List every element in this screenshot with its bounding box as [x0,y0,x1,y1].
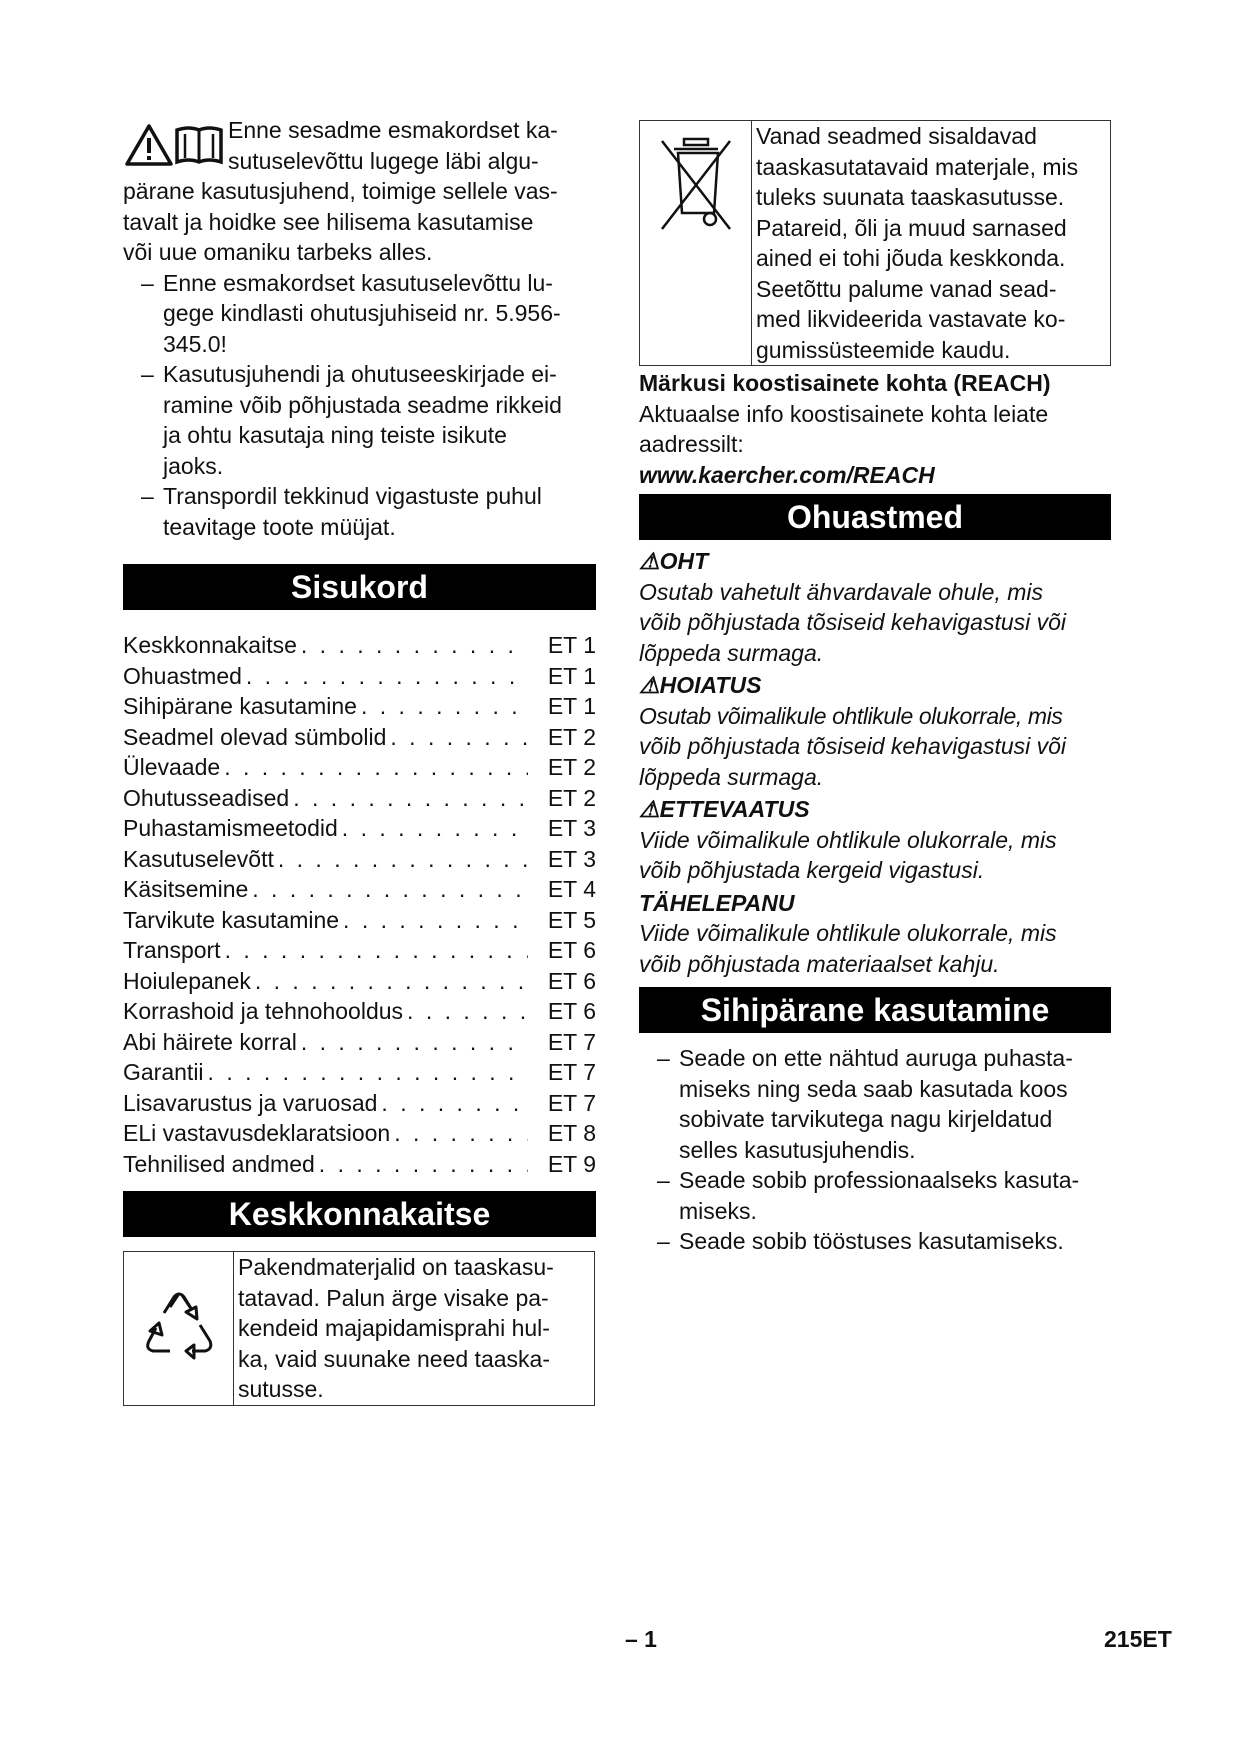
toc-entry-title: Seadmel olevad sümbolid [123,723,387,750]
item-line: Enne esmakordset kasutuselevõttu lu- [163,269,553,296]
reach-link[interactable]: www.kaercher.com/REACH [639,461,935,488]
disposal-text [752,121,1082,365]
crossed-bin-icon [656,135,736,235]
page-code: 215ET [1104,1626,1172,1652]
disposal-line: Vanad seadmed sisaldavad [756,123,1037,149]
right-column [639,120,1111,1257]
intended-use-item [639,1226,1111,1257]
toc-entry-page: ET 3 [547,815,596,841]
item-line: Seade on ette nähtud auruga puhasta- [679,1045,1073,1071]
toc-leader-dots [338,813,528,844]
toc-entry-title: Garantii [123,1059,204,1085]
toc-entry[interactable] [123,691,596,722]
bin-icon-cell [640,121,752,365]
toc-entry-title: Tehnilised andmed [123,1150,315,1177]
warning-triangle-icon: ⚠ [639,548,660,574]
item-line: teavitage toote müüjat. [163,513,396,540]
toc-entry[interactable] [123,752,596,783]
toc-entry-title: Korrashoid ja tehnohooldus [123,998,404,1024]
toc-entry[interactable] [123,1088,596,1119]
toc-leader-dots [289,783,528,814]
item-line: ja ohtu kasutaja ning teiste isikute [163,422,507,448]
hazard-text: Viide võimalikule ohtlikule olukorrale, mis [639,826,1057,853]
toc-entry-title: Transport [123,937,221,963]
intended-use-item [639,1165,1111,1226]
toc-leader-dots [315,1149,528,1180]
toc-entry[interactable] [123,1149,596,1180]
hazard-label: HOIATUS [659,672,762,698]
section-heading-toc: Sisukord [123,564,596,610]
toc-entry-page: ET 4 [547,876,596,902]
recycle-line: tatavad. Palun ärge visake pa- [238,1284,549,1311]
recycle-line: Pakendmaterjalid on taaskasu- [238,1254,554,1280]
hazard-level-notice [639,888,1111,980]
toc-entry[interactable] [123,935,596,966]
toc-entry[interactable] [123,661,596,692]
toc-entry[interactable] [123,783,596,814]
toc-entry-title: Käsitsemine [123,876,249,902]
toc-entry[interactable] [123,874,596,905]
toc-entry-title: Tarvikute kasutamine [123,906,340,933]
disposal-box [639,120,1111,366]
item-line: 345.0! [163,330,227,357]
toc-entry-page: ET 3 [547,845,596,872]
toc-leader-dots [386,722,528,753]
dash: – [141,269,154,296]
toc-entry-title: Ohutusseadised [123,784,290,811]
toc-entry-title: ELi vastavusdeklaratsioon [123,1120,391,1146]
toc-leader-dots [204,1057,528,1088]
disposal-line: med likvideerida vastavate ko- [756,306,1066,332]
dash: – [657,1167,670,1193]
toc-entry-title: Keskkonnakaitse [123,632,297,658]
hazard-text: Osutab vahetult ähvardavale ohule, mis [639,578,1044,605]
recycle-box [123,1251,595,1406]
toc-leader-dots [297,630,528,661]
toc-entry[interactable] [123,813,596,844]
page-number: – 1 [625,1626,657,1652]
hazard-text: Viide võimalikule ohtlikule olukorrale, mis [639,920,1057,946]
warning-triangle-icon: ⚠ [639,672,660,698]
toc-entry-page: ET 2 [547,784,596,811]
toc-entry-title: Lisavarustus ja varuosad [123,1089,378,1116]
disposal-line: Patareid, õli ja muud sarnased [756,214,1067,241]
toc-entry-page: ET 1 [547,693,596,719]
disposal-line: Seetõttu palume vanad sead- [756,275,1057,302]
item-line: Seade sobib tööstuses kasutamiseks. [679,1228,1064,1254]
item-line: jaoks. [163,452,224,479]
reach-title: Märkusi koostisainete kohta (REACH) [639,370,1051,396]
warning-triangle-icon: ⚠ [639,796,660,822]
item-line: miseks ning seda saab kasutada koos [679,1075,1068,1102]
toc-entry-title: Ohuastmed [123,662,242,689]
item-line: ramine võib põhjustada seadme rikkeid [163,391,562,418]
toc-leader-dots [251,966,528,997]
recycle-icon-cell [124,1252,234,1405]
item-line: Transpordil tekkinud vigastuste puhul [163,483,542,509]
recycle-text [234,1252,558,1405]
hazard-level-caution [639,794,1111,886]
toc-leader-dots [377,1088,528,1119]
dash: – [657,1228,670,1254]
item-line: miseks. [679,1197,757,1224]
toc-leader-dots [390,1118,528,1149]
hazard-text: võib põhjustada kergeid vigastusi. [639,857,985,883]
section-heading-environment: Keskkonnakaitse [123,1191,596,1237]
toc-entry-page: ET 6 [547,998,596,1024]
toc-entry-title: Sihipärane kasutamine [123,693,357,719]
warning-manual-icon [123,120,228,170]
hazard-text: võib põhjustada tõsiseid kehavigastusi või [639,609,1067,635]
hazard-label: OHT [659,548,709,574]
hazard-text: võib põhjustada materiaalset kahju. [639,950,1000,977]
toc-entry-page: ET 8 [547,1120,596,1146]
toc-entry[interactable] [123,1057,596,1088]
toc-entry[interactable] [123,722,596,753]
intro-list-item [123,359,596,481]
toc-entry-title: Abi häirete korral [123,1028,297,1055]
item-line: Seade sobib professionaalseks kasuta- [679,1167,1080,1193]
recycle-line: sutusse. [238,1376,324,1402]
toc-entry[interactable] [123,1027,596,1058]
hazard-level-warning [639,670,1111,792]
toc-leader-dots [221,935,528,966]
intro-list-item [123,268,596,360]
toc-entry-page: ET 9 [547,1150,596,1177]
toc-entry[interactable] [123,630,596,661]
dash: – [657,1045,670,1071]
intro-list-item [123,481,596,542]
toc-leader-dots [274,844,528,875]
disposal-line: gumissüsteemide kaudu. [756,336,1011,363]
intended-use-item [639,1043,1111,1165]
section-heading-hazards: Ohuastmed [639,494,1111,540]
item-line: Kasutusjuhendi ja ohutuseeskirjade ei- [163,361,557,387]
toc-entry[interactable] [123,966,596,997]
intro-line: tavalt ja hoidke see hilisema kasutamise [123,208,534,235]
hazard-text: lõppeda surmaga. [639,763,824,790]
toc-entry-title: Kasutuselevõtt [123,845,274,872]
item-line: selles kasutusjuhendis. [679,1136,916,1163]
hazard-text: võib põhjustada tõsiseid kehavigastusi või [639,733,1067,759]
toc-leader-dots [242,661,528,692]
toc-leader-dots [403,996,528,1027]
reach-line: Aktuaalse info koostisainete kohta leiate [639,400,1049,427]
toc-entry-title: Hoiulepanek [123,967,251,994]
intro-line: pärane kasutusjuhend, toimige sellele vas- [123,178,558,204]
toc-entry-page: ET 7 [547,1089,596,1116]
intro-section [123,115,596,542]
left-column [123,115,596,1406]
toc-entry-page: ET 1 [547,662,596,689]
toc-leader-dots [339,905,528,936]
item-line: sobivate tarvikutega nagu kirjeldatud [679,1106,1053,1132]
dash: – [141,361,154,387]
disposal-line: ained ei tohi jõuda keskkonda. [756,245,1066,271]
hazard-text: lõppeda surmaga. [639,639,824,666]
disposal-line: tuleks suunata taaskasutusse. [756,184,1065,210]
intro-line: või uue omaniku tarbeks alles. [123,239,433,265]
toc-entry-page: ET 2 [547,723,596,750]
table-of-contents [123,630,596,1179]
toc-entry-page: ET 5 [547,906,596,933]
toc-entry-page: ET 6 [547,937,596,963]
dash: – [141,483,154,509]
recycle-line: kendeid majapidamisprahi hul- [238,1315,550,1341]
toc-entry[interactable] [123,844,596,875]
toc-entry-page: ET 1 [547,632,596,658]
toc-entry-page: ET 6 [547,967,596,994]
item-line: gege kindlasti ohutusjuhiseid nr. 5.956- [163,300,561,326]
toc-entry[interactable] [123,905,596,936]
section-heading-intended-use: Sihipärane kasutamine [639,987,1111,1033]
toc-leader-dots [297,1027,528,1058]
toc-entry-page: ET 2 [547,754,596,780]
toc-entry[interactable] [123,996,596,1027]
toc-leader-dots [220,752,528,783]
toc-entry-title: Ülevaade [123,754,221,780]
toc-entry-title: Puhastamismeetodid [123,815,338,841]
toc-leader-dots [248,874,528,905]
recycle-line: ka, vaid suunake need taaska- [238,1345,550,1372]
reach-line: aadressilt: [639,431,744,457]
toc-entry[interactable] [123,1118,596,1149]
toc-entry-page: ET 7 [547,1059,596,1085]
intro-line: Enne sesadme esmakordset ka- [228,117,558,143]
recycle-icon [134,1283,224,1373]
hazard-text: Osutab võimalikule ohtlikule olukorrale, mis [639,702,1063,729]
hazard-level-danger [639,546,1111,668]
disposal-line: taaskasutatavaid materjale, mis [756,153,1079,180]
toc-leader-dots [357,691,528,722]
intro-line: sutuselevõttu lugege läbi algu- [228,147,539,174]
hazard-label: ETTEVAATUS [659,796,810,822]
toc-entry-page: ET 7 [547,1028,596,1055]
hazard-label: TÄHELEPANU [639,889,795,916]
